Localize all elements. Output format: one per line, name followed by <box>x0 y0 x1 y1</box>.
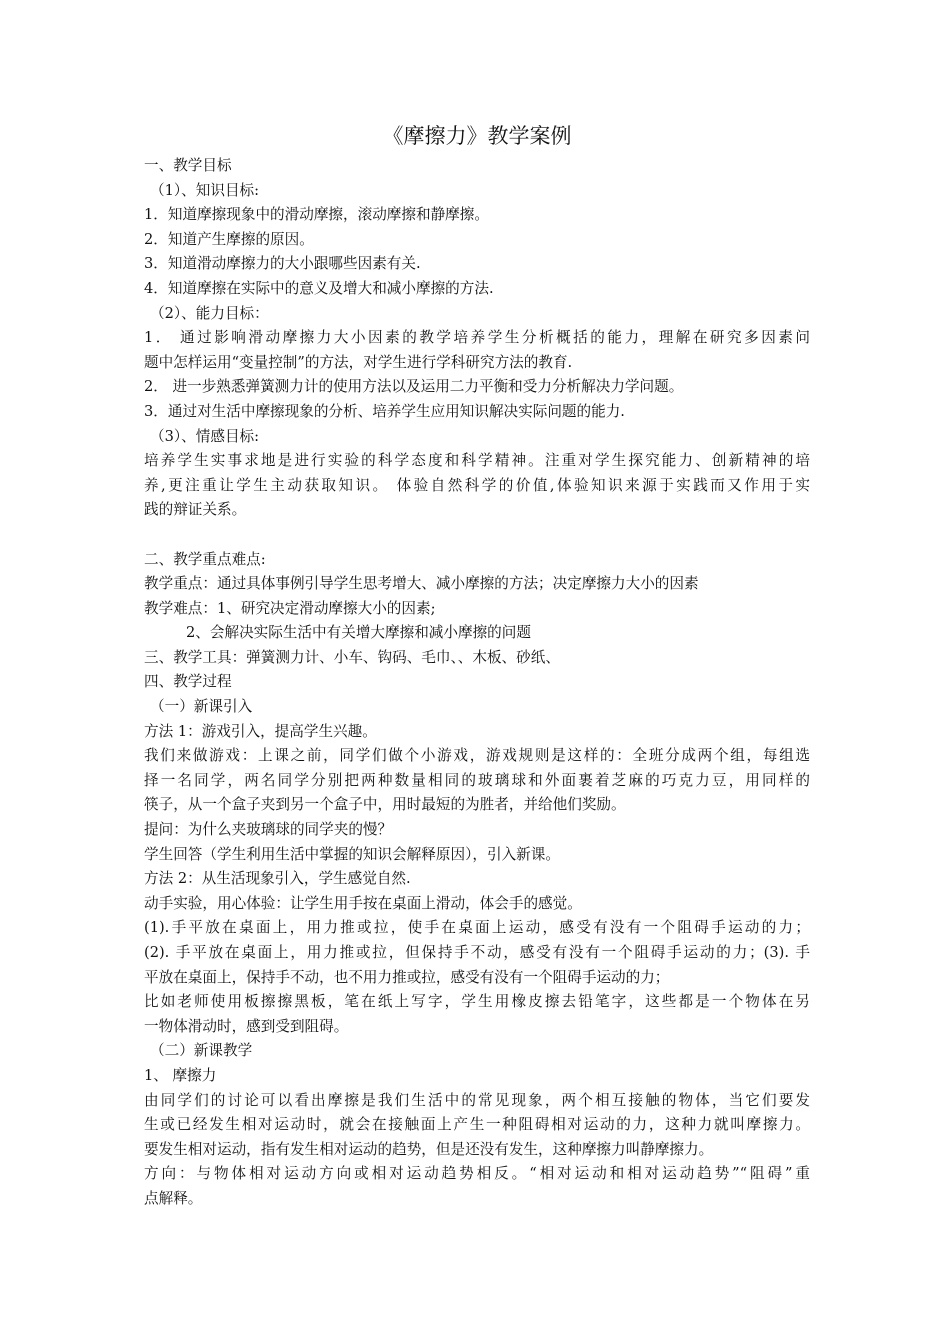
text-line: （一）新课引入 <box>150 698 253 716</box>
text-line: 3．通过对生活中摩擦现象的分析、培养学生应用知识解决实际问题的能力. <box>144 402 625 420</box>
text-line: （3）、情感目标: <box>150 427 260 445</box>
text-line: （2）、能力目标： <box>150 304 269 322</box>
text-line: （二）新课教学 <box>150 1042 253 1060</box>
text-line: 养,更注重让学生主动获取知识。 体验自然科学的价值,体验知识来源于实践而又作用于实 <box>144 476 810 494</box>
text-line: (1).手平放在桌面上，用力推或拉，使手在桌面上运动，感受有没有一个阻碍手运动的力； <box>144 919 810 937</box>
text-line: (2). 手平放在桌面上，用力推或拉，但保持手不动，感受有没有一个阻碍手运动的力；(3). 手 <box>144 944 810 961</box>
blank-line <box>144 523 810 548</box>
text-line: 点解释。 <box>144 1189 203 1207</box>
text-line: 1、 摩擦力 <box>144 1066 217 1084</box>
text-line: 动手实验，用心体验：让学生用手按在桌面上滑动，体会手的感觉。 <box>144 894 582 912</box>
text-line: 比如老师使用板擦擦黑板，笔在纸上写字，学生用橡皮擦去铅笔字，这些都是一个物体在另 <box>144 993 810 1011</box>
text-line: 我们来做游戏：上课之前，同学们做个小游戏，游戏规则是这样的：全班分成两个组，每组选 <box>144 747 810 765</box>
text-line: 培养学生实事求地是进行实验的科学态度和科学精神。注重对学生探究能力、创新精神的培 <box>144 452 810 470</box>
text-line: 2、会解决实际生活中有关增大摩擦和减小摩擦的问题 <box>186 624 531 642</box>
text-line: 方向：与物体相对运动方向或相对运动趋势相反。“相对运动和相对运动趋势”“阻碍”重 <box>144 1165 810 1183</box>
text-line: 1． 通过影响滑动摩擦力大小因素的教学培养学生分析概括的能力，理解在研究多因素问 <box>144 329 810 347</box>
document-body <box>144 154 810 1212</box>
text-line: 方法 2：从生活现象引入，学生感觉自然. <box>144 870 411 888</box>
text-line: 二、教学重点难点: <box>144 550 266 568</box>
text-line: 践的辩证关系。 <box>144 501 247 519</box>
text-line: 生或已经发生相对运动时，就会在接触面上产生一种阻碍相对运动的力，这种力就叫摩擦力。 <box>144 1116 810 1134</box>
text-line: 2．知道产生摩擦的原因。 <box>144 230 314 248</box>
text-line: 题中怎样运用“变量控制”的方法，对学生进行学科研究方法的教育. <box>144 353 573 371</box>
text-line: 1．知道摩擦现象中的滑动摩擦，滚动摩擦和静摩擦。 <box>144 206 489 224</box>
text-line: 教学难点：1、研究决定滑动摩擦大小的因素; <box>144 599 436 617</box>
text-line: 要发生相对运动，指有发生相对运动的趋势，但是还没有发生，这种摩擦力叫静摩擦力。 <box>144 1140 714 1158</box>
text-line: 提问：为什么夹玻璃球的同学夹的慢？ <box>144 821 393 839</box>
text-line: 择一名同学，两名同学分别把两种数量相同的玻璃球和外面裹着芝麻的巧克力豆，用同样的 <box>144 771 810 789</box>
text-line: 一、教学目标 <box>144 157 232 174</box>
text-line: 一物体滑动时，感到受到阻碍。 <box>144 1017 349 1035</box>
text-line: 三、教学工具：弹簧测力计、小车、钩码、毛巾、、木板、砂纸、 <box>144 648 560 666</box>
text-line: 2． 进一步熟悉弹簧测力计的使用方法以及运用二力平衡和受力分析解决力学问题。 <box>144 378 684 396</box>
document-title: 《摩擦力》教学案例 <box>382 124 572 148</box>
text-line: 4．知道摩擦在实际中的意义及增大和减小摩擦的方法. <box>144 279 494 297</box>
text-line: 由同学们的讨论可以看出摩擦是我们生活中的常见现象，两个相互接触的物体，当它们要发 <box>144 1091 810 1109</box>
text-line: （1）、知识目标: <box>150 181 260 199</box>
text-line: 教学重点：通过具体事例引导学生思考增大、减小摩擦的方法；决定摩擦力大小的因素 <box>144 575 699 593</box>
text-line: 筷子，从一个盒子夹到另一个盒子中，用时最短的为胜者，并给他们奖励。 <box>144 796 626 814</box>
document-page <box>144 118 810 1212</box>
text-line: 3．知道滑动摩擦力的大小跟哪些因素有关. <box>144 255 421 273</box>
text-line: 学生回答（学生利用生活中掌握的知识会解释原因），引入新课。 <box>144 845 560 863</box>
text-line: 四、教学过程 <box>144 673 232 691</box>
text-line: 方法 1：游戏引入，提高学生兴趣。 <box>144 722 377 740</box>
text-line: 平放在桌面上，保持手不动，也不用力推或拉，感受有没有一个阻碍手运动的力； <box>144 968 670 986</box>
